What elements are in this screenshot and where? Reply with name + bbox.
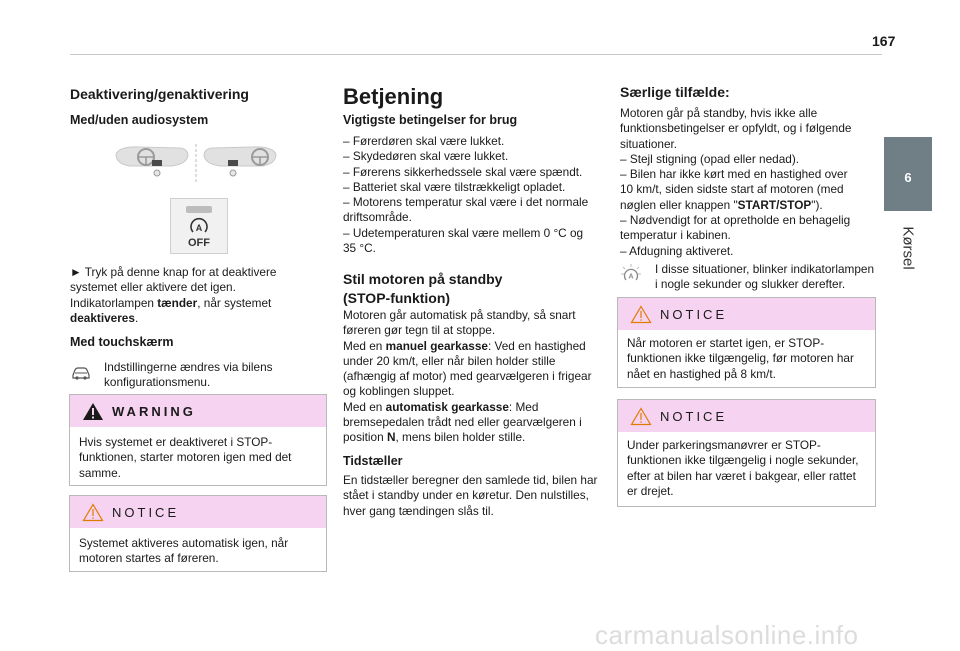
notice-box-left xyxy=(69,495,327,572)
stop-start-off-button[interactable] xyxy=(170,198,228,254)
counter-text: En tidstæller beregner den samlede tid, bilen har stået i standby under en køretur. Den nulstilles, hver gang tændingen slås til. xyxy=(343,473,598,518)
car-icon xyxy=(71,365,91,381)
notice-box-right-1 xyxy=(617,297,876,388)
notice-icon xyxy=(630,305,652,324)
standby-heading: Stil motoren på standby (STOP-funktion) xyxy=(343,271,503,306)
audio-system-heading: Med/uden audiosystem xyxy=(70,113,209,127)
notice-text: Under parkeringsmanøvrer er STOP- funktionen ikke tilgængelig i nogle sekunder, efter at bilen har været i bakgear, eller rattet er drejet. xyxy=(627,438,859,498)
list-item: driftsområde. xyxy=(343,210,412,225)
warning-header xyxy=(70,395,326,427)
notice-text: Systemet aktiveres automatisk igen, når motoren startes af føreren. xyxy=(79,536,289,566)
list-item: – Motorens temperatur skal være i det normale xyxy=(343,195,589,210)
notice-box-right-2 xyxy=(617,399,876,507)
notice-icon xyxy=(630,407,652,426)
notice-text: Når motoren er startet igen, er STOP- funktionen ikke tilgængelig, før motoren har nået en hastighed på 8 km/t. xyxy=(627,336,854,381)
warning-text: Hvis systemet er deaktiveret i STOP- funktionen, starter motoren igen med det samme. xyxy=(79,435,292,480)
counter-heading: Tidstæller xyxy=(343,454,403,468)
warning-title: WARNING xyxy=(112,404,196,419)
chapter-number: 6 xyxy=(904,170,912,185)
warning-icon xyxy=(82,402,104,421)
off-label: OFF xyxy=(188,237,210,249)
chapter-label: Kørsel xyxy=(899,226,917,270)
special-cases-title: Særlige tilfælde: xyxy=(620,84,730,100)
indicator-lamp-icon xyxy=(620,263,642,285)
conditions-list xyxy=(343,134,603,256)
notice-header xyxy=(70,496,326,528)
list-item: – Førerdøren skal være lukket. xyxy=(343,134,505,148)
svg-text:A: A xyxy=(195,223,203,233)
standby-text: Motoren går automatisk på standby, så snart føreren gør tegn til at stoppe. Med en manuel gearkasse: Ved en hastighed under 20 km/t, eller når bilen holder stille (afhængig af motor) med gearvælgeren i frigear og koblingen sluppet. Med en automatisk gearkasse: Med bremsepedalen trådt ned eller gearvælgeren i position N, mens bilen holder stille. xyxy=(343,308,592,445)
touchscreen-text: Indstillingerne ændres via bilens konfigurationsmenu. xyxy=(104,360,273,390)
conditions-heading: Vigtigste betingelser for brug xyxy=(343,113,518,127)
list-item: 35 °C. xyxy=(343,241,376,256)
roof-console-illustration xyxy=(110,140,282,188)
auto-stop-icon xyxy=(189,217,209,237)
svg-text:A: A xyxy=(628,273,634,281)
section-title-deactivation: Deaktivering/genaktivering xyxy=(70,86,249,102)
warning-box xyxy=(69,394,327,486)
list-item: – Batteriet skal være tilstrækkeligt opladet. xyxy=(343,179,566,194)
indicator-lamp xyxy=(186,206,212,213)
notice-header xyxy=(618,298,875,330)
touchscreen-heading: Med touchskærm xyxy=(70,335,174,349)
lamp-text: I disse situationer, blinker indikatorlampen i nogle sekunder og slukker derefter. xyxy=(655,262,875,292)
notice-header xyxy=(618,400,875,432)
page-number: 167 xyxy=(872,33,896,49)
header-rule xyxy=(70,54,882,55)
special-cases-text: Motoren går på standby, hvis ikke alle funktionsbetingelser er opfyldt, og i følgende situationer. – Stejl stigning (opad eller nedad). – Bilen har ikke kørt med en hastighed over 10 km/t, siden sidste start af motoren (med nøglen eller knappen "START/STOP"). – Nødvendigt for at opretholde en behagelig temperatur i kabinen. – Afdugning aktiveret. xyxy=(620,106,852,258)
watermark: carmanualsonline.info xyxy=(595,620,859,650)
section-title-operation: Betjening xyxy=(343,84,444,109)
notice-title: NOTICE xyxy=(660,307,728,322)
list-item: – Førerens sikkerhedssele skal være spændt. xyxy=(343,164,583,179)
notice-title: NOTICE xyxy=(112,505,180,520)
notice-title: NOTICE xyxy=(660,409,728,424)
list-item: – Udetemperaturen skal være mellem 0 °C og xyxy=(343,225,584,240)
list-item: – Skydedøren skal være lukket. xyxy=(343,149,509,164)
notice-icon xyxy=(82,503,104,522)
instruction-text: ► Tryk på denne knap for at deaktivere systemet eller aktivere det igen. Indikatorlampen tænder, når systemet deaktiveres. xyxy=(70,265,277,325)
